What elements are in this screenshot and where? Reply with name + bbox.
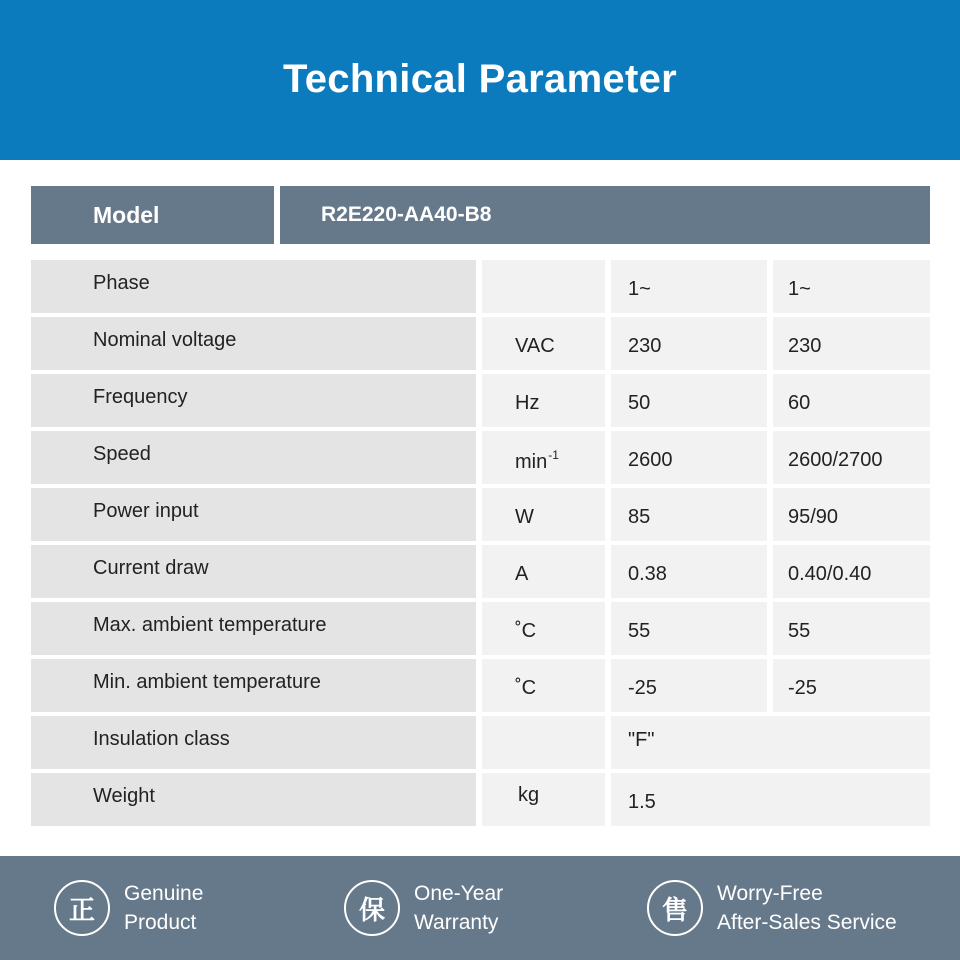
page-header: [0, 0, 960, 160]
badge-warranty: [344, 856, 503, 960]
param-unit: W: [515, 506, 534, 528]
param-name: Max. ambient temperature: [93, 614, 327, 636]
param-value-1: 50: [628, 392, 651, 414]
warranty-seal-icon: 保: [344, 880, 400, 936]
value-50hz-cell: [611, 431, 767, 484]
value-60hz-cell: [773, 488, 930, 541]
param-name: Weight: [93, 785, 155, 807]
spec-row-max-ambient-temp: [31, 602, 930, 659]
param-unit: [515, 448, 559, 474]
badge-line-2: Warranty: [414, 911, 499, 934]
unit-cell: [482, 317, 605, 370]
badge-line-2: After-Sales Service: [717, 911, 897, 934]
value-50hz-cell: [611, 602, 767, 655]
param-value-2: 230: [788, 335, 822, 357]
param-value-2: 1~: [788, 278, 811, 300]
value-60hz-cell: [773, 317, 930, 370]
param-unit: ˚C: [515, 620, 537, 642]
param-name: Insulation class: [93, 728, 230, 750]
param-value-1: "F": [628, 729, 655, 751]
value-50hz-cell: [611, 545, 767, 598]
param-value-2: 2600/2700: [788, 449, 883, 471]
badge-genuine-product: [54, 856, 203, 960]
spec-row-min-ambient-temp: [31, 659, 930, 716]
spec-row-power-input: [31, 488, 930, 545]
param-unit: ˚C: [515, 677, 537, 699]
param-value-1: 230: [628, 335, 662, 357]
param-value-2: 60: [788, 392, 811, 414]
unit-superscript: -1: [548, 447, 559, 462]
param-name: Power input: [93, 500, 199, 522]
unit-cell: [482, 602, 605, 655]
unit-cell: [482, 374, 605, 427]
param-value-2: 0.40/0.40: [788, 563, 872, 585]
param-value-2: 55: [788, 620, 811, 642]
unit-cell: [482, 773, 605, 826]
unit-cell: [482, 659, 605, 712]
value-merged-cell: [611, 773, 930, 826]
value-60hz-cell: [773, 545, 930, 598]
value-60hz-cell: [773, 659, 930, 712]
param-value-1: 0.38: [628, 563, 667, 585]
param-name-cell: [31, 260, 476, 313]
badge-line-1: Worry-Free: [717, 882, 823, 905]
param-unit: Hz: [515, 392, 540, 414]
param-name-cell: [31, 488, 476, 541]
param-name-cell: [31, 431, 476, 484]
badge-line-1: Genuine: [124, 882, 204, 905]
spec-row-frequency: [31, 374, 930, 431]
value-60hz-cell: [773, 431, 930, 484]
param-name-cell: [31, 374, 476, 427]
param-name-cell: [31, 659, 476, 712]
value-50hz-cell: [611, 317, 767, 370]
genuine-seal-icon: 正: [54, 880, 110, 936]
param-name: Frequency: [93, 386, 188, 408]
unit-cell: [482, 488, 605, 541]
param-name: Current draw: [93, 557, 209, 579]
value-60hz-cell: [773, 602, 930, 655]
model-label: Model: [31, 186, 274, 244]
spec-table: [31, 260, 930, 830]
spec-row-insulation-class: [31, 716, 930, 773]
param-name-cell: [31, 317, 476, 370]
unit-cell: [482, 716, 605, 769]
badge-line-1: One-Year: [414, 882, 504, 905]
spec-row-current-draw: [31, 545, 930, 602]
value-50hz-cell: [611, 659, 767, 712]
param-value-1: 1.5: [628, 791, 656, 813]
param-value-1: 55: [628, 620, 651, 642]
page-title: Technical Parameter: [282, 56, 678, 101]
param-value-2: -25: [788, 677, 817, 699]
param-value-1: 2600: [628, 449, 673, 471]
param-unit: A: [515, 563, 529, 585]
param-value-2: 95/90: [788, 506, 839, 528]
param-name: Nominal voltage: [93, 329, 237, 351]
unit-cell: [482, 545, 605, 598]
unit-cell: [482, 431, 605, 484]
param-name: Min. ambient temperature: [93, 671, 321, 693]
badge-line-2: Product: [124, 911, 197, 934]
value-50hz-cell: [611, 374, 767, 427]
spec-row-speed: [31, 431, 930, 488]
param-name: Phase: [93, 272, 150, 294]
value-50hz-cell: [611, 488, 767, 541]
param-name: Speed: [93, 443, 151, 465]
value-60hz-cell: [773, 374, 930, 427]
param-name-cell: [31, 773, 476, 826]
param-unit: VAC: [515, 335, 555, 357]
param-name-cell: [31, 545, 476, 598]
value-60hz-cell: [773, 260, 930, 313]
unit-cell: [482, 260, 605, 313]
value-50hz-cell: [611, 260, 767, 313]
param-name-cell: [31, 602, 476, 655]
model-value: R2E220-AA40-B8: [280, 186, 930, 244]
spec-row-phase: [31, 260, 930, 317]
param-value-1: 85: [628, 506, 651, 528]
spec-row-weight: [31, 773, 930, 830]
param-value-1: 1~: [628, 278, 651, 300]
service-seal-icon: 售: [647, 880, 703, 936]
value-merged-cell: [611, 716, 930, 769]
spec-row-nominal-voltage: [31, 317, 930, 374]
service-footer: [0, 856, 960, 960]
param-unit: kg: [518, 784, 540, 806]
param-name-cell: [31, 716, 476, 769]
unit-base: min: [515, 450, 548, 473]
model-row: [31, 186, 930, 244]
badge-after-sales: [647, 856, 897, 960]
param-value-1: -25: [628, 677, 657, 699]
